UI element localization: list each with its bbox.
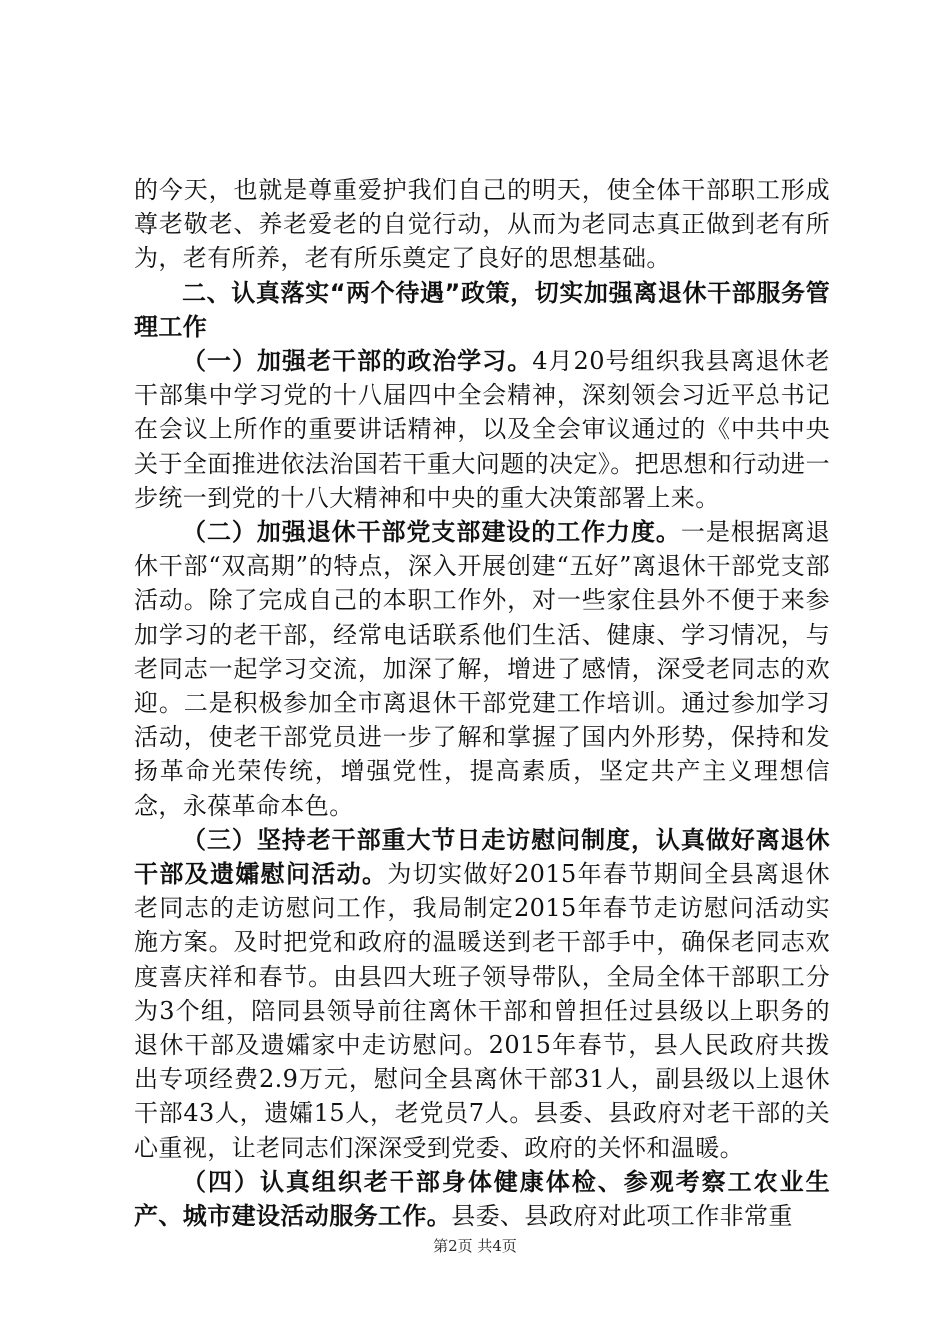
document-body [134, 173, 830, 1233]
paragraph-lead: （三）坚持老干部重大节日走访慰问制度，认真做好离退休干部及遗孀慰问活动。 [134, 825, 830, 889]
paragraph-lead: （二）加强退休干部党支部建设的工作力度。 [182, 518, 681, 547]
paragraph-lead: （四）认真组织老干部身体健康体检、参观考察工农业生产、城市建设活动服务工作。 [134, 1167, 830, 1231]
paragraph-text: 4月20号组织我县离退休老干部集中学习党的十八届四中全会精神，深刻领会习近平总书记在会议上所作的重要讲话精神，以及全会审议通过的《中共中央关于全面推进依法治国若干重大问题的决定》。把思想和行动进一步统一到党的十八大精神和中央的重大决策部署上来。 [134, 347, 830, 512]
paragraph-health-checkups [134, 1165, 830, 1233]
paragraph-lead: （一）加强老干部的政治学习。 [182, 347, 533, 376]
section-heading: 二、认真落实“两个待遇”政策，切实加强离退休干部服务管理工作 [134, 278, 830, 341]
paragraph-text: 一是根据离退休干部“双高期”的特点，深入开展创建“五好”离退休干部党支部活动。除了完成自己的本职工作外，对一些家住县外不便于来参加学习的老干部，经常电话联系他们生活、健康、学习情况，与老同志一起学习交流，加深了解，增进了感情，深受老同志的欢迎。二是积极参加全市离退休干部党建工作培训。通过参加学习活动，使老干部党员进一步了解和掌握了国内外形势，保持和发扬革命光荣传统，增强党性，提高素质，坚定共产主义理想信念，永葆革命本色。 [134, 518, 830, 820]
paragraph-text: 县委、县政府对此项工作非常重 [451, 1202, 793, 1231]
paragraph-political-study [134, 344, 830, 515]
paragraph-party-branch [134, 515, 830, 823]
paragraph-text: 为切实做好2015年春节期间全县离退休老同志的走访慰问工作，我局制定2015年春节走访慰问活动实施方案。及时把党和政府的温暖送到老干部手中，确保老同志欢度喜庆祥和春节。由县四大班子领导带队，全局全体干部职工分为3个组，陪同县领导前往离休干部和曾担任过县级以上职务的退休干部及遗孀家中走访慰问。2015年春节，县人民政府共拨出专项经费2.9万元，慰问全县离休干部31人，副县级以上退休干部43人，遗孀15人，老党员7人。县委、县政府对老干部的关心重视，让老同志们深深受到党委、政府的关怀和温暖。 [134, 860, 830, 1162]
page-number-label: 第2页 共4页 [433, 1237, 517, 1255]
page-footer [0, 1235, 950, 1256]
paragraph-continuation [134, 173, 830, 276]
paragraph-text: 的今天，也就是尊重爱护我们自己的明天，使全体干部职工形成尊老敬老、养老爱老的自觉行动，从而为老同志真正做到老有所为，老有所养，老有所乐奠定了良好的思想基础。 [134, 176, 830, 273]
paragraph-holiday-visits [134, 823, 830, 1165]
